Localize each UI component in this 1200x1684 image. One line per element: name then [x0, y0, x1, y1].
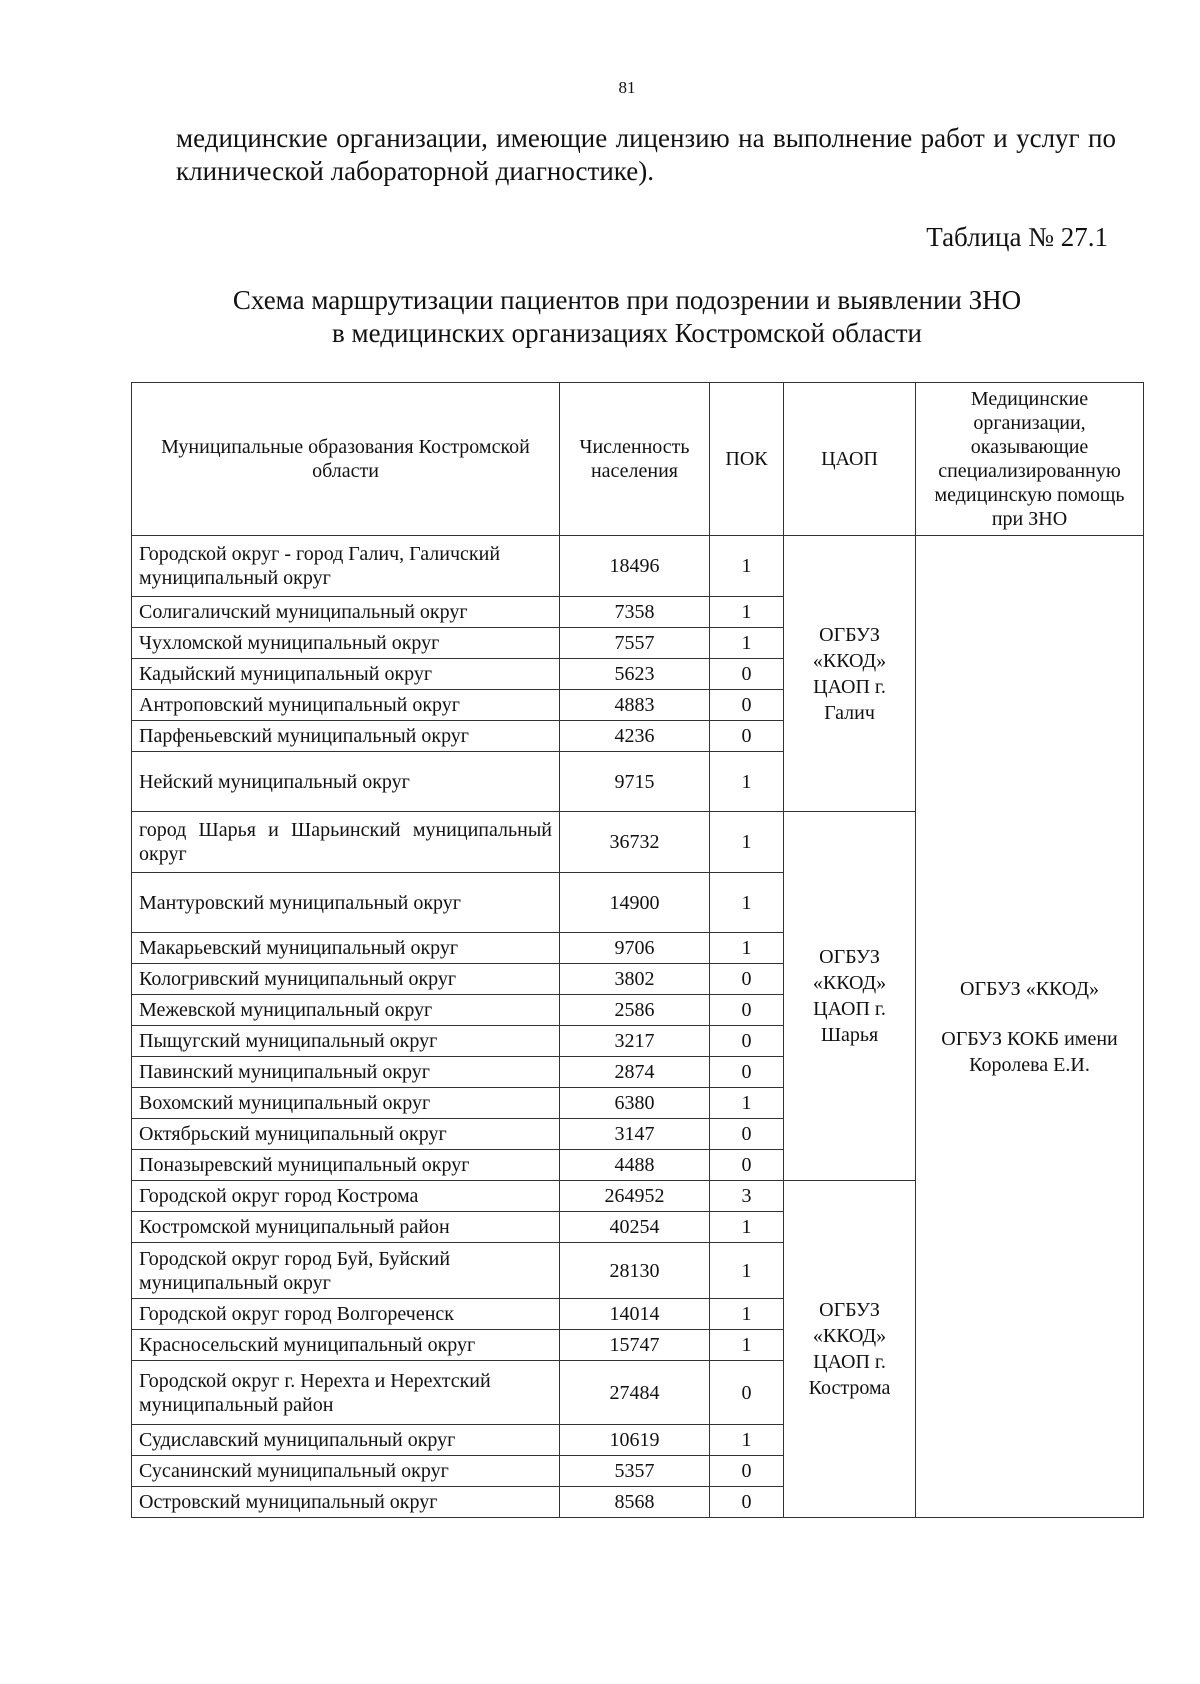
municipality-cell: Нейский муниципальный округ — [132, 752, 560, 812]
table-row — [132, 536, 1144, 597]
municipality-cell: Павинский муниципальный округ — [132, 1057, 560, 1088]
population-cell: 3802 — [560, 964, 710, 995]
municipality-cell: Судиславский муниципальный округ — [132, 1425, 560, 1456]
municipality-cell: Пыщугский муниципальный округ — [132, 1026, 560, 1057]
table-title — [0, 284, 1200, 350]
header-row — [132, 383, 1144, 536]
pok-cell: 0 — [710, 964, 784, 995]
pok-cell: 0 — [710, 1057, 784, 1088]
table-label: Таблица № 27.1 — [926, 222, 1108, 252]
population-cell: 14900 — [560, 873, 710, 933]
population-cell: 6380 — [560, 1088, 710, 1119]
population-cell: 8568 — [560, 1487, 710, 1518]
medical-org-kokb: ОГБУЗ КОКБ имени Королева Е.И. — [941, 1027, 1118, 1076]
pok-cell: 1 — [710, 1212, 784, 1243]
pok-cell: 0 — [710, 1487, 784, 1518]
population-cell: 4236 — [560, 721, 710, 752]
pok-cell: 1 — [710, 933, 784, 964]
municipality-cell: Городской округ город Кострома — [132, 1181, 560, 1212]
pok-cell: 0 — [710, 721, 784, 752]
population-cell: 28130 — [560, 1243, 710, 1299]
table-body — [132, 536, 1144, 1518]
title-line-2: в медицинских организациях Костромской области — [332, 318, 922, 348]
population-cell: 7557 — [560, 628, 710, 659]
caop-cell-galich: ОГБУЗ «ККОД» ЦАОП г. Галич — [784, 536, 916, 812]
population-cell: 3217 — [560, 1026, 710, 1057]
routing-table — [131, 382, 1144, 1518]
header-pok: ПОК — [710, 383, 784, 536]
municipality-cell: Межевской муниципальный округ — [132, 995, 560, 1026]
pok-cell: 1 — [710, 873, 784, 933]
municipality-cell: Антроповский муниципальный округ — [132, 690, 560, 721]
municipality-cell: Сусанинский муниципальный округ — [132, 1456, 560, 1487]
population-cell: 9715 — [560, 752, 710, 812]
pok-cell: 3 — [710, 1181, 784, 1212]
population-cell: 40254 — [560, 1212, 710, 1243]
header-caop: ЦАОП — [784, 383, 916, 536]
municipality-cell: город Шарья и Шарьинский муниципальный округ — [132, 812, 560, 873]
header-municipality: Муниципальные образования Костромской области — [132, 383, 560, 536]
municipality-cell: Солигаличский муниципальный округ — [132, 597, 560, 628]
population-cell: 5623 — [560, 659, 710, 690]
municipality-cell: Вохомский муниципальный округ — [132, 1088, 560, 1119]
medical-orgs-cell — [916, 536, 1144, 1518]
municipality-cell: Костромской муниципальный район — [132, 1212, 560, 1243]
title-line-1: Схема маршрутизации пациентов при подозрении и выявлении ЗНО — [232, 285, 1022, 315]
population-cell: 15747 — [560, 1330, 710, 1361]
medical-org-gap — [923, 1002, 1136, 1026]
population-cell: 264952 — [560, 1181, 710, 1212]
pok-cell: 1 — [710, 1330, 784, 1361]
municipality-cell: Парфеньевский муниципальный округ — [132, 721, 560, 752]
pok-cell: 0 — [710, 1026, 784, 1057]
pok-cell: 1 — [710, 536, 784, 597]
pok-cell: 1 — [710, 1299, 784, 1330]
municipality-cell: Октябрьский муниципальный округ — [132, 1119, 560, 1150]
caop-cell-sharya: ОГБУЗ «ККОД» ЦАОП г. Шарья — [784, 812, 916, 1181]
pok-cell: 1 — [710, 1425, 784, 1456]
municipality-cell: Кологривский муниципальный округ — [132, 964, 560, 995]
population-cell: 10619 — [560, 1425, 710, 1456]
pok-cell: 0 — [710, 995, 784, 1026]
municipality-cell: Городской округ г. Нерехта и Нерехтский муниципальный район — [132, 1361, 560, 1425]
pok-cell: 0 — [710, 1456, 784, 1487]
population-cell: 4488 — [560, 1150, 710, 1181]
pok-cell: 1 — [710, 597, 784, 628]
population-cell: 18496 — [560, 536, 710, 597]
municipality-cell: Красносельский муниципальный округ — [132, 1330, 560, 1361]
population-cell: 7358 — [560, 597, 710, 628]
pok-cell: 1 — [710, 1243, 784, 1299]
population-cell: 27484 — [560, 1361, 710, 1425]
pok-cell: 0 — [710, 1361, 784, 1425]
population-cell: 5357 — [560, 1456, 710, 1487]
header-medical: Медицинские организации, оказывающие специализированную медицинскую помощь при ЗНО — [916, 383, 1144, 536]
municipality-cell: Кадыйский муниципальный округ — [132, 659, 560, 690]
population-cell: 36732 — [560, 812, 710, 873]
pok-cell: 0 — [710, 1119, 784, 1150]
municipality-cell: Городской округ город Буй, Буйский муниципальный округ — [132, 1243, 560, 1299]
population-cell: 2874 — [560, 1057, 710, 1088]
population-cell: 9706 — [560, 933, 710, 964]
pok-cell: 1 — [710, 1088, 784, 1119]
municipality-cell: Поназыревский муниципальный округ — [132, 1150, 560, 1181]
municipality-cell: Городской округ город Волгореченск — [132, 1299, 560, 1330]
population-cell: 3147 — [560, 1119, 710, 1150]
header-population: Численность населения — [560, 383, 710, 536]
municipality-cell: Городской округ - город Галич, Галичский муниципальный округ — [132, 536, 560, 597]
pok-cell: 0 — [710, 1150, 784, 1181]
pok-cell: 1 — [710, 628, 784, 659]
page-number: 81 — [618, 78, 636, 97]
municipality-cell: Островский муниципальный округ — [132, 1487, 560, 1518]
pok-cell: 1 — [710, 812, 784, 873]
municipality-cell: Чухломской муниципальный округ — [132, 628, 560, 659]
pok-cell: 0 — [710, 659, 784, 690]
municipality-cell: Мантуровский муниципальный округ — [132, 873, 560, 933]
pok-cell: 1 — [710, 752, 784, 812]
municipality-cell: Макарьевский муниципальный округ — [132, 933, 560, 964]
population-cell: 2586 — [560, 995, 710, 1026]
caop-cell-kostroma: ОГБУЗ «ККОД» ЦАОП г. Кострома — [784, 1181, 916, 1518]
population-cell: 4883 — [560, 690, 710, 721]
medical-org-kkod: ОГБУЗ «ККОД» — [960, 977, 1099, 1000]
population-cell: 14014 — [560, 1299, 710, 1330]
pok-cell: 0 — [710, 690, 784, 721]
intro-paragraph: медицинские организации, имеющие лицензию на выполнение работ и услуг по клинической лабораторной диагностике). — [176, 123, 1116, 186]
